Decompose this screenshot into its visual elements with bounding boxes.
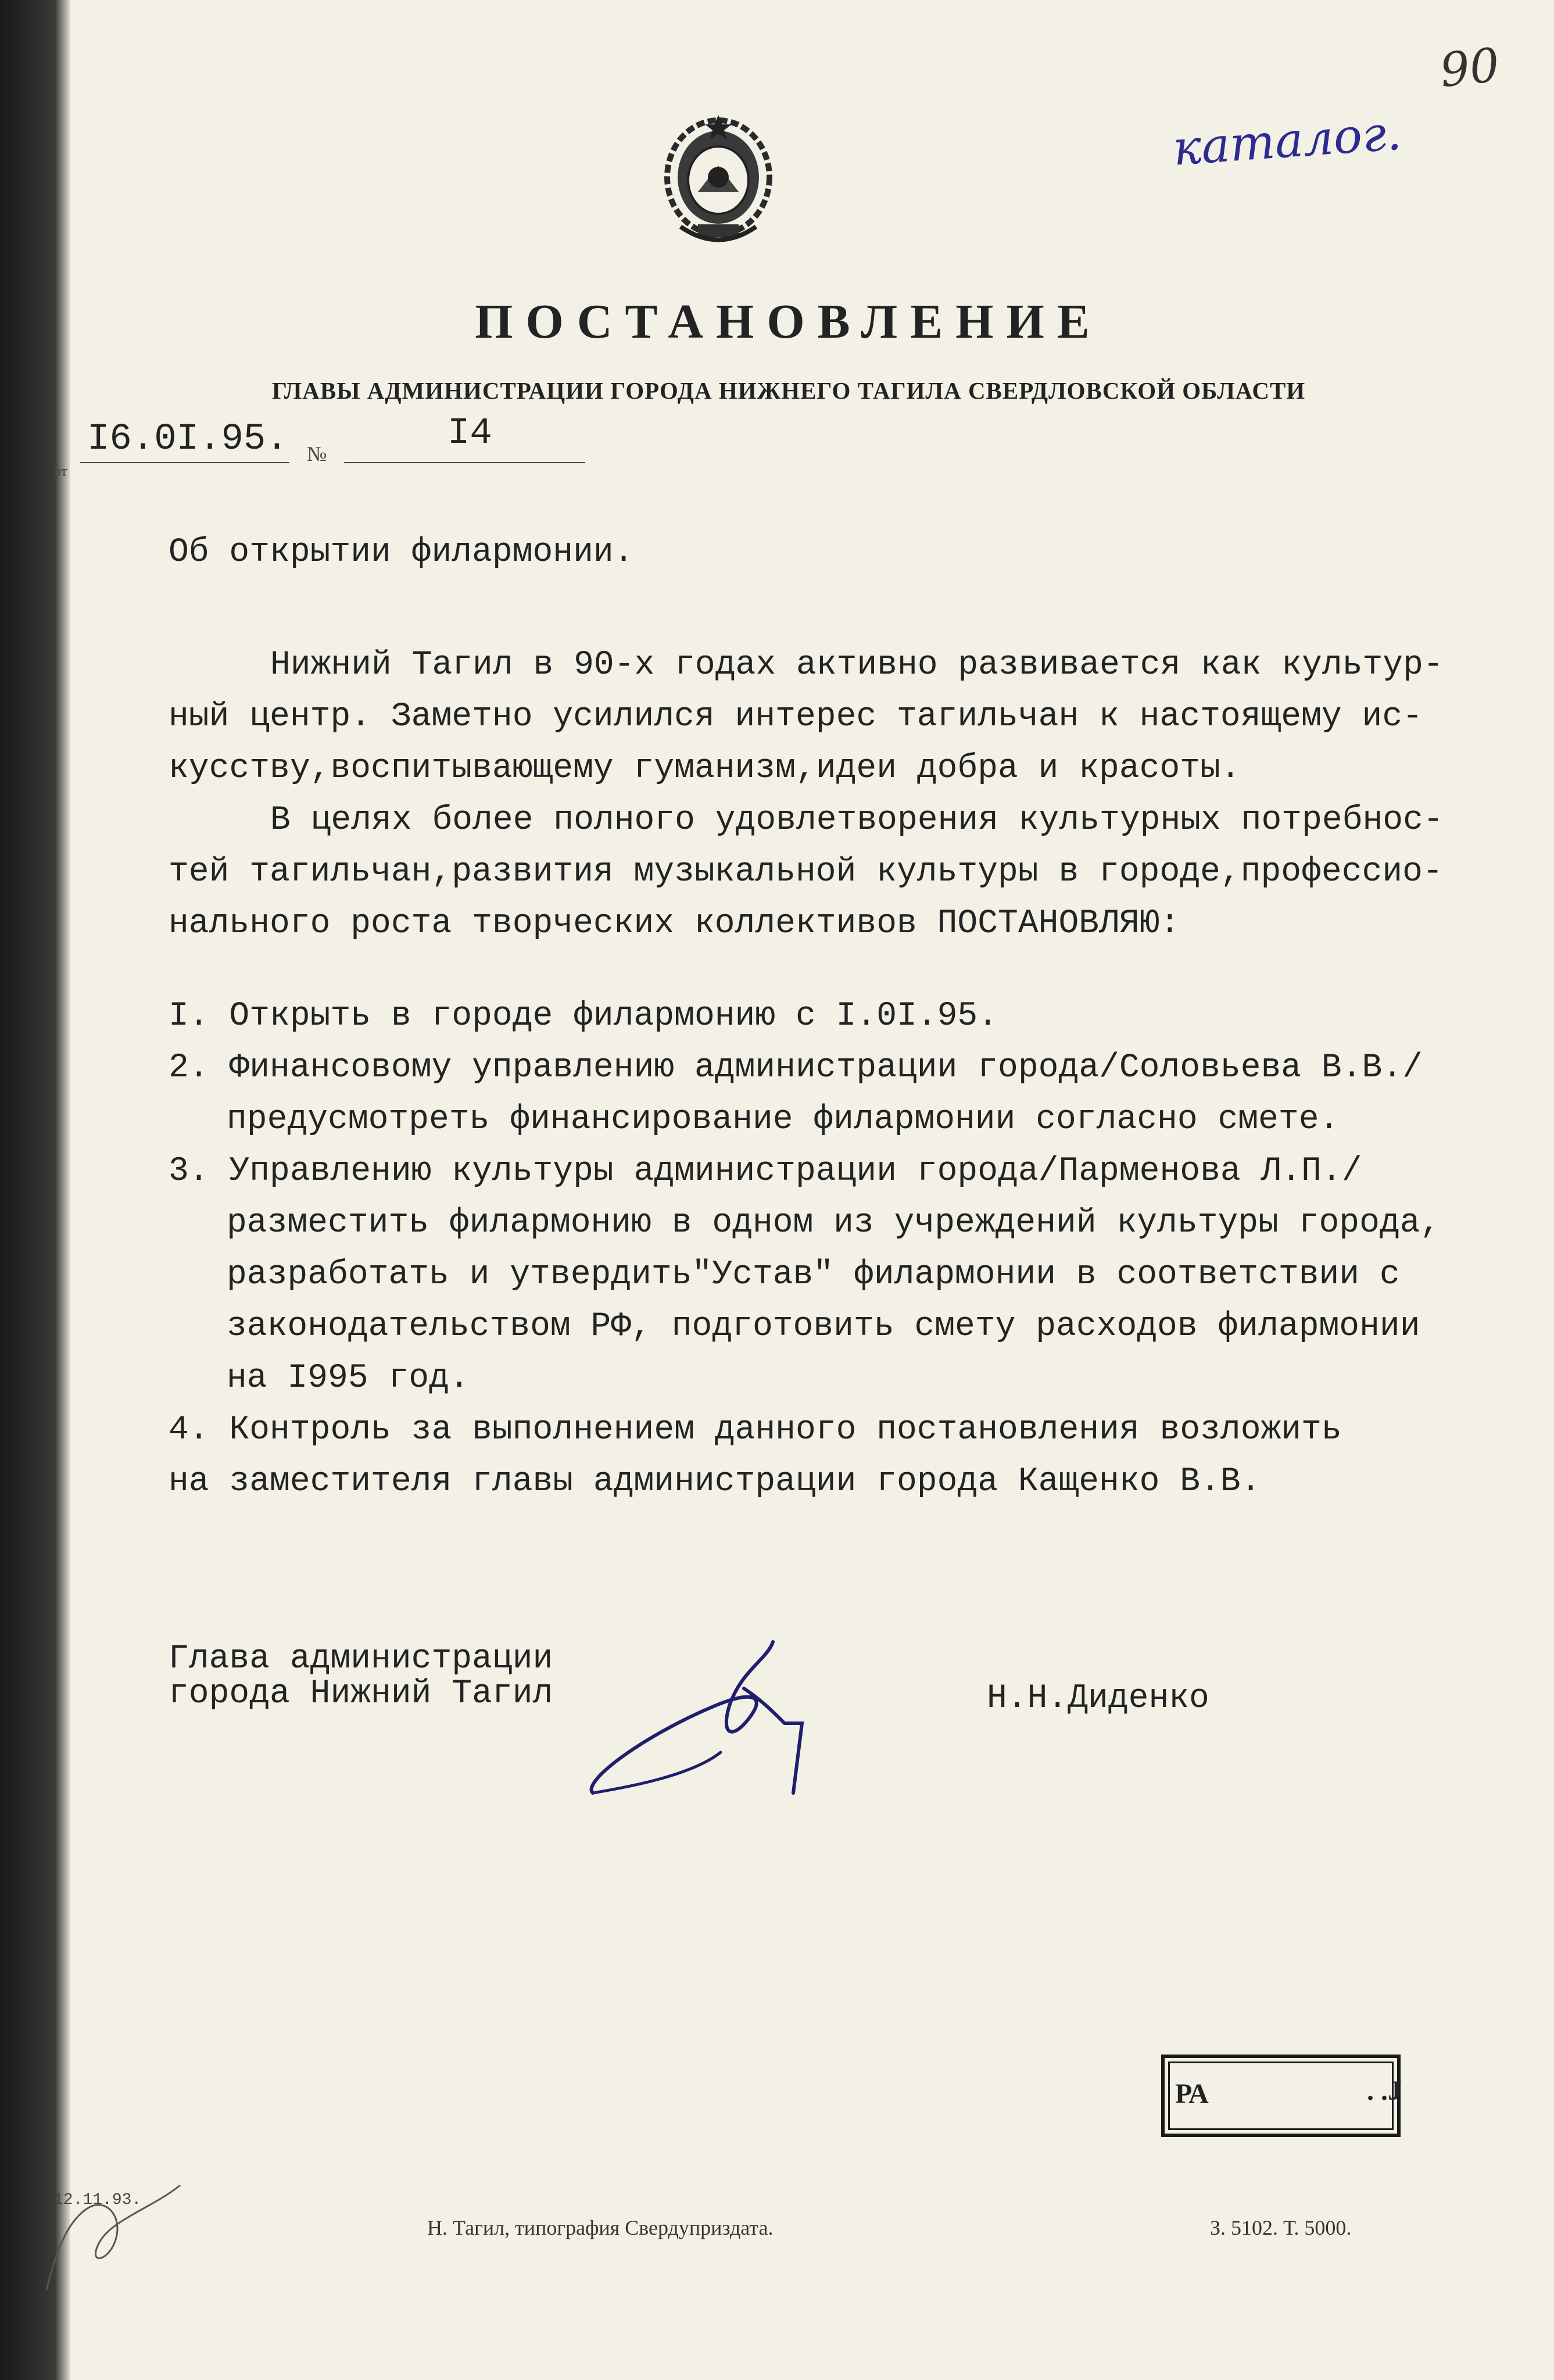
list-item-continuation: законодательством РФ, подготовить смету расходов филармонии	[227, 1308, 1420, 1345]
date-prefix: от	[53, 463, 68, 479]
state-emblem-icon	[657, 110, 779, 250]
document-title: ПОСТАНОВЛЕНИЕ	[475, 295, 1102, 349]
document-subtitle: ГЛАВЫ АДМИНИСТРАЦИИ ГОРОДА НИЖНЕГО ТАГИЛА СВЕРДЛОВСКОЙ ОБЛАСТИ	[271, 377, 1306, 404]
stamp-mark: . .J	[1367, 2075, 1402, 2106]
print-code: З. 5102. Т. 5000.	[1210, 2216, 1352, 2239]
list-item-continuation: на I995 год.	[227, 1359, 470, 1397]
list-item-continuation: предусмотреть финансирование филармонии согласно смете.	[227, 1101, 1340, 1139]
list-item-continuation: разработать и утвердить"Устав" филармонии в соответствии с	[227, 1256, 1400, 1294]
list-item: I. Открыть в городе филармонию с I.0I.95.	[169, 997, 998, 1035]
document-date: I6.0I.95.	[87, 418, 288, 460]
date-underline	[80, 462, 289, 463]
page-number: 90	[1437, 37, 1502, 98]
stamp-text: РА	[1175, 2078, 1209, 2109]
position-line: Глава администрации	[169, 1640, 553, 1678]
margin-date: 12.11.93.	[53, 2191, 142, 2209]
printer-imprint: Н. Тагил, типография Свердуприздата.	[427, 2216, 774, 2239]
signatory-name: Н.Н.Диденко	[987, 1680, 1209, 1717]
handwritten-signature	[575, 1636, 848, 1810]
signatory-position	[169, 1642, 553, 1712]
list-item-continuation: разместить филармонию в одном из учреждений культуры города,	[227, 1204, 1441, 1242]
body-line: ный центр. Заметно усилился интерес тагильчан к настоящему ис-	[169, 698, 1423, 736]
body-line: В целях более полного удовлетворения культурных потребнос-	[270, 801, 1444, 839]
list-item-continuation: на заместителя главы администрации города Кащенко В.В.	[169, 1463, 1261, 1501]
body-line: кусству,воспитывающему гуманизм,идеи добра и красоты.	[169, 750, 1241, 788]
document-body	[169, 639, 1482, 1508]
body-line: тей тагильчан,развития музыкальной культуры в городе,профессио-	[169, 853, 1443, 891]
document-number: I4	[447, 413, 492, 454]
list-item: 2. Финансовому управлению администрации города/Соловьева В.В./	[169, 1049, 1423, 1087]
catalog-note: каталог.	[1171, 105, 1403, 177]
document-subject: Об открытии филармонии.	[169, 534, 634, 571]
body-line: нального роста творческих коллективов ПОСТАНОВЛЯЮ:	[169, 905, 1180, 943]
body-line: Нижний Тагил в 90-х годах активно развивается как культур-	[270, 646, 1444, 684]
list-item: 4. Контроль за выполнением данного постановления возложить	[169, 1411, 1342, 1449]
list-item: 3. Управлению культуры администрации города/Парменова Л.П./	[169, 1153, 1362, 1190]
position-line: города Нижний Тагил	[169, 1675, 553, 1713]
paragraph-gap	[169, 950, 1482, 990]
book-binding-edge	[0, 0, 70, 2380]
number-sign: №	[307, 442, 327, 466]
number-underline	[344, 462, 585, 463]
